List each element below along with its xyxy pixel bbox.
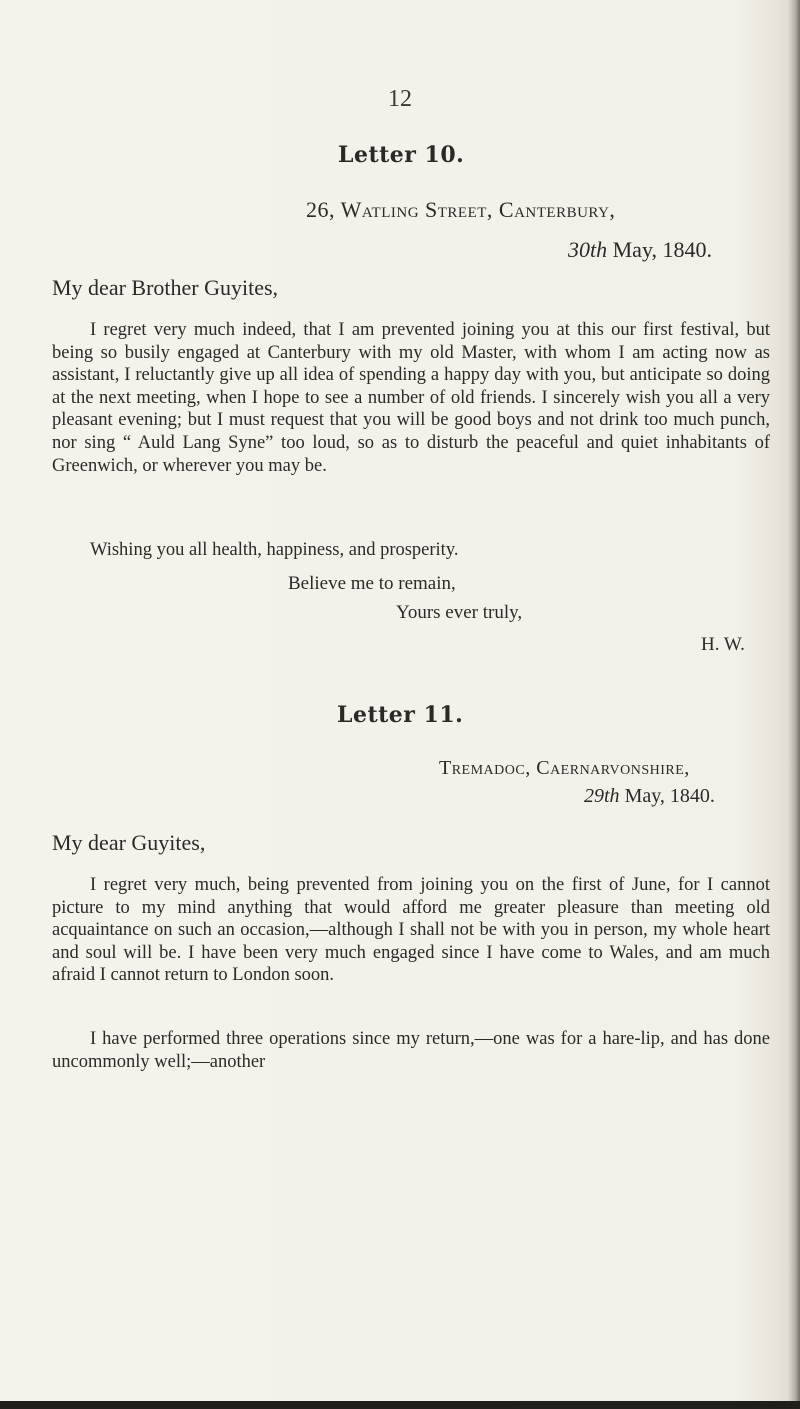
letter-11-date-rest: May, 1840. — [619, 785, 715, 807]
page-bottom-border — [0, 1401, 800, 1409]
letter-10-date-rest: May, 1840. — [607, 237, 713, 262]
letter-10-paragraph-1: I regret very much indeed, that I am prevented joining you at this our first festival, but being so busily engaged at Canterbury with my old Master, with whom I am acting now as assistant, I reluctantly give up all idea of spending a happy day with you, but anticipate so doing at the next meeting, when I hope to see a number of old friends. I sincerely wish you all a very pleasant evening; but I must request that you will be good boys and not drink too much punch, nor sing “ Auld Lang Syne” too loud, so as to disturb the peaceful and quiet inhabitants of Greenwich, or wherever you may be. — [52, 320, 770, 476]
letter-10-closing-2: Yours ever truly, — [396, 602, 523, 623]
letter-10-closing: Believe me to remain, — [288, 573, 456, 594]
letter-10-salutation: My dear Brother Guyites, — [52, 275, 279, 300]
letter-10-signature: H. W. — [701, 634, 745, 655]
letter-11-address: Tremadoc, Caernarvonshire, — [439, 757, 690, 779]
letter-10-date — [568, 237, 712, 263]
letter-11-heading: Letter 11. — [337, 702, 464, 728]
letter-11-paragraph-2: I have performed three operations since my return,—one was for a hare-lip, and has done uncommonly well;—another — [52, 1029, 770, 1072]
letter-10-paragraph-2: Wishing you all health, happiness, and prosperity. — [90, 540, 459, 560]
letter-10-heading: Letter 10. — [338, 142, 465, 168]
page-edge-shadow — [788, 0, 800, 1409]
letter-10-address: 26, Watling Street, Canterbury, — [306, 197, 616, 222]
letter-11-date — [584, 785, 715, 808]
letter-11-salutation: My dear Guyites, — [52, 830, 206, 855]
letter-10-date-day: 30th — [568, 237, 608, 262]
page-number: 12 — [388, 86, 412, 112]
letter-11-date-day: 29th — [584, 785, 620, 807]
letter-11-paragraph-1: I regret very much, being prevented from joining you on the first of June, for I cannot picture to my mind anything that would afford me greater pleasure than meeting old acquaintance on such an occasion,—although I shall not be with you in person, my whole heart and soul will be. I have been very much engaged since I have come to Wales, and am much afraid I cannot return to London soon. — [52, 875, 770, 986]
